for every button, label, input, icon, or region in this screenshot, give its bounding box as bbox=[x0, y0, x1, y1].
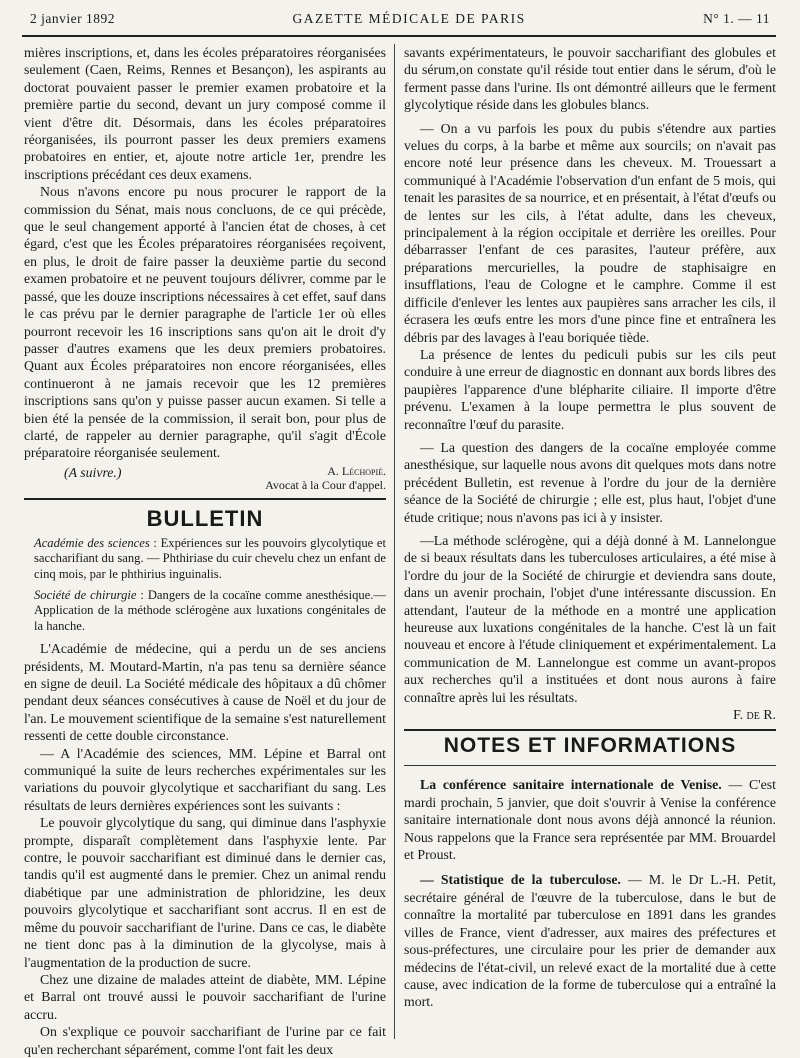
paragraph: Chez une dizaine de malades atteint de diabète, MM. Lépine et Barral ont trouvé aussi le pouvoir saccharifiant de l'urine accru. bbox=[24, 971, 386, 1022]
paragraph: L'Académie de médecine, qui a perdu un de ses anciens présidents, M. Moutard-Martin, n'a pas tenu sa dernière séance en signe de deuil. La Société médicale des hôpitaux a dû chômer pendant deux séances consécutives à cause de Noël et du jour de l'an. Le mouvement scientifique de la semaine s'est naturellement ressenti de cette double circonstance. bbox=[24, 641, 386, 744]
summary-text: : Expériences sur les pouvoirs glycolytique et saccharifiant du sang. — Phthiriase du cuir chevelu chez un enfant de cinq mois, par le phthirius inguinalis. bbox=[34, 535, 386, 581]
column-divider bbox=[394, 44, 395, 1039]
notes-heading: NOTES ET INFORMATIONS bbox=[443, 734, 737, 758]
page-number: N° 1. — 11 bbox=[703, 11, 770, 26]
news-headline: La conférence sanitaire internationale de Venise. bbox=[420, 777, 722, 793]
paragraph: —La méthode sclérogène, qui a déjà donné à M. Lannelongue de si beaux résultats dans les tuberculoses articulaires, a été mise à l'ordre du jour de la Société de chirurgie et deviendra sans doute, dans un avenir prochain, l'objet d'une intéressante discussion. En attendant, l'auteur de la méthode en a montré une application heureuse aux luxations congénitales de la hanche. C'est là un fait nouveau et encore à l'étude cliniquement et expérimentalement. La communication de M. Lannelongue est comme un avant-propos aux recherches qu'il a instituées et dont nous aurons à faire connaître après lui les résultats. bbox=[404, 532, 776, 705]
bulletin-summary-chirurgie bbox=[24, 588, 386, 634]
paragraph: On s'explique ce pouvoir saccharifiant de l'urine par ce fait qu'en recherchant séparément, comme l'ont fait les deux bbox=[24, 1024, 386, 1057]
paragraph: Le pouvoir glycolytique du sang, qui diminue dans l'asphyxie prompte, disparaît complètement dans l'asphyxie lente. Par contre, le pouvoir saccharifiant est diminué dans le dernier cas, tandis qu'il est augmenté dans le premier. Chez un animal rendu diabétique par une administration de phloridzine, les deux pouvoirs glycolytique et saccharifiant sont accrus. Il en est de même du pouvoir saccharifiant de l'urine. Dans ce cas, le diabète ne tient donc pas à la diminution de la glycolyse, mais à l'augmentation de la production de sucre. bbox=[24, 815, 386, 970]
heading-rule bbox=[404, 765, 776, 766]
news-headline: — Statistique de la tuberculose. bbox=[420, 872, 621, 888]
section-rule bbox=[24, 498, 386, 500]
news-body: — M. le Dr L.-H. Petit, secrétaire général de l'œuvre de la tuberculose, dans le but de connaître la mortalité par tuberculose en 1891 dans les grandes villes de France, vient d'adresser, aux maires des préfectures et sous-préfectures, une circulaire pour les prier de demander aux médecins de l'état-civil, un relevé exact de la mortalité due à cette cause, avec indication de la forme de tuberculose qui a entraîné la mort. bbox=[404, 872, 776, 1010]
news-item bbox=[404, 871, 776, 1010]
paragraph: mières inscriptions, et, dans les écoles préparatoires réorganisées seulement (Caen, Reims, Rennes et Besançon), les aspirants au doctorat pouvaient passer le premier examen probatoire et la première partie du second, devant un jury composé comme il vient d'être dit. Désormais, dans les écoles préparatoires réorganisées, ils pourront passer les deux premiers examens probatoires en entier, et, ajoute notre article 1er, prendre les inscriptions précédant ces deux examens. bbox=[24, 45, 386, 182]
summary-label: Société de chirurgie bbox=[34, 587, 137, 602]
journal-title: GAZETTE MÉDICALE DE PARIS bbox=[292, 11, 526, 26]
to-be-continued: (A suivre.) bbox=[64, 464, 122, 480]
paragraph: Nous n'avons encore pu nous procurer le rapport de la commission du Sénat, mais nous concluons, de ce qui précède, que le seul changement apporté à l'ancien état de choses, à cet égard, c'est que les Écoles préparatoires réorganisées reçoivent, en plus, le droit de faire passer la deuxième partie du second examen probatoire et ne peuvent toujours délivrer, comme par le passé, que les douze inscriptions nécessaires à cet effet, sauf dans le cas prévu par le dernier paragraphe de l'article 1er où elles pourront recevoir les 16 inscriptions sans qu'on ait le droit d'y passer d'autres examens que les deux premiers probatoires. Quant aux Écoles préparatoires non encore réorganisées, elles continueront à ne jamais recevoir que les 12 premières inscriptions sans qu'on y puisse passer aucun examen. Si telle a bien été la pensée de la commission, il serait bon, pour plus de clarté, de rappeler au dernier paragraphe, qu'il s'agit d'École préparatoire réorganisée seulement. bbox=[24, 184, 386, 461]
bulletin-signature: F. de R. bbox=[733, 707, 776, 723]
author-name: A. Léchopié. bbox=[327, 463, 386, 478]
summary-label: Académie des sciences bbox=[34, 535, 150, 550]
paragraph: — La question des dangers de la cocaïne employée comme anesthésique, sur laquelle nous avons dit quelques mots dans notre précédent Bulletin, est revenue à l'ordre du jour de la dernière séance de la Société de chirurgie ; elle est, plus haut, l'objet d'une étude critique; nous n'avons pas ici à y insister. bbox=[404, 439, 776, 525]
paragraph: — On a vu parfois les poux du pubis s'étendre aux parties velues du corps, à la barbe et même aux sourcils; on n'avait pas encore noté leur présence dans les cheveux. M. Trouessart a communiqué à l'Académie l'observation d'un enfant de 5 mois, qui tenait les parasites de sa nourrice, et en présentait, à l'état d'œufs ou de lentes sur les cils, à l'état adulte, dans les cheveux, principalement à la région occipitale et derrière les oreilles. Pour débarrasser l'enfant de ces parasites, l'auteur préfère, aux préparations mercurielles, la poudre de staphisaigre en insufflations, l'eau de Cologne et le camphre. Comme il est difficile d'enlever les lentes aux paupières sans arracher les cils, il écrasera les œufs entre les mors d'une pince fine et entraînera les débris par des lavages à l'eau boriquée tiède. bbox=[404, 120, 776, 345]
bulletin-heading: BULLETIN bbox=[146, 505, 264, 531]
page-header bbox=[30, 6, 770, 32]
news-body: — C'est mardi prochain, 5 janvier, que doit s'ouvrir à Venise la conférence sanitaire internationale dont nous avons déjà annoncé la réunion. Nous rappelons que la France sera représentée par MM. Brouardel et Proust. bbox=[404, 777, 776, 863]
right-column bbox=[404, 44, 776, 1041]
author-block bbox=[265, 464, 386, 492]
header-rule bbox=[22, 35, 776, 37]
author-role: Avocat à la Cour d'appel. bbox=[265, 477, 386, 492]
section-rule bbox=[404, 729, 776, 731]
bulletin-summary-sciences bbox=[24, 536, 386, 582]
news-item bbox=[404, 776, 776, 863]
left-column bbox=[24, 44, 386, 1057]
summary-text: : Dangers de la cocaïne comme anesthésique.— Application de la méthode sclérogène aux luxations congénitales de la hanche. bbox=[34, 587, 386, 633]
issue-date: 2 janvier 1892 bbox=[30, 11, 115, 26]
paragraph: La présence de lentes du pediculi pubis sur les cils peut conduire à une erreur de diagnostic en donnant aux bords libres des paupières l'apparence d'une blépharite ciliaire. Il importe d'être prévenu. L'examen à la loupe permettra le plus souvent de reconnaître l'œuf du parasite. bbox=[404, 346, 777, 432]
paragraph: — A l'Académie des sciences, MM. Lépine et Barral ont communiqué la suite de leurs recherches expérimentales sur les variations du pouvoir glycolytique et saccharifiant du sang. Les résultats de leurs dernières expériences sont les suivants : bbox=[24, 745, 386, 813]
paragraph: savants expérimentateurs, le pouvoir saccharifiant des globules et du sérum,on constate qu'il réside tout entier dans le sérum, d'où le ferment passe dans l'urine. Ils ont démontré ailleurs que le ferment glycolytique réside dans les globules blancs. bbox=[404, 45, 776, 113]
article-signature bbox=[24, 464, 386, 492]
